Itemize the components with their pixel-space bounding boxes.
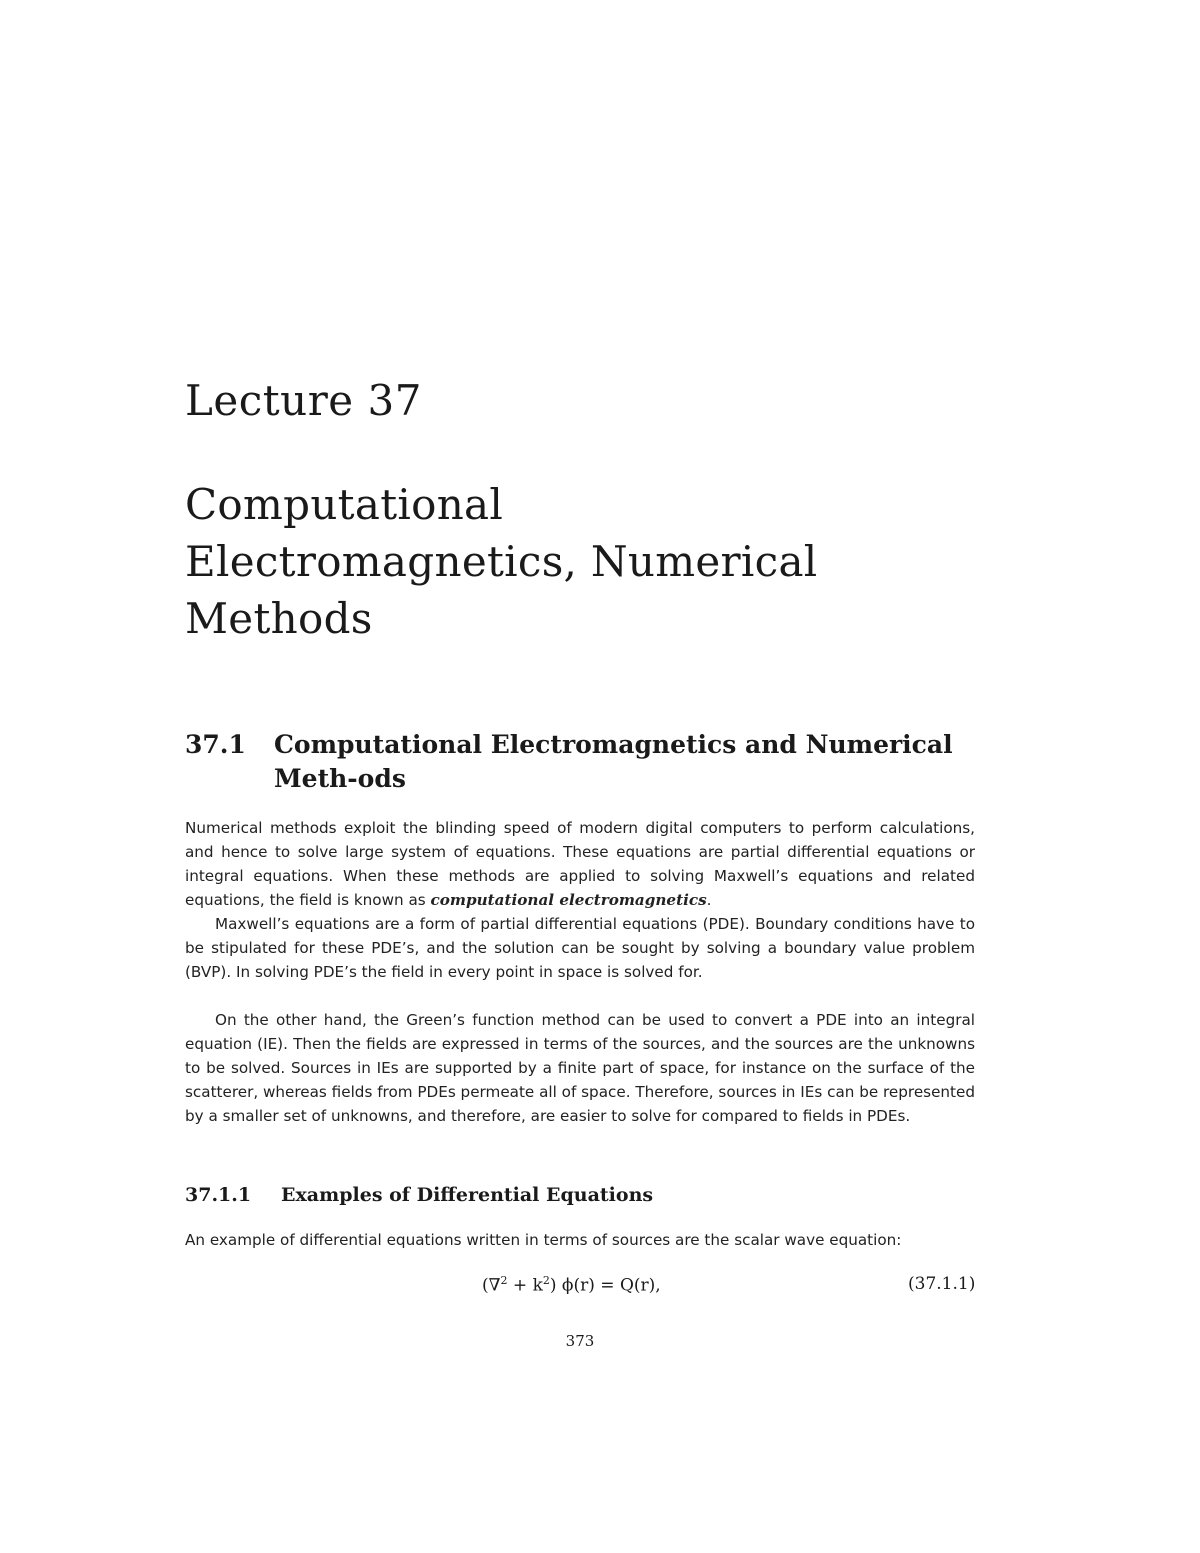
equation-part: + k: [507, 1275, 543, 1296]
chapter-title: [185, 476, 985, 647]
paragraph-intro: [185, 816, 975, 912]
lecture-label: Lecture 37: [185, 376, 422, 425]
equation: [482, 1274, 661, 1296]
paragraph-example: An example of differential equations written in terms of sources are the scalar wave equation:: [185, 1231, 902, 1249]
paragraph-text: Numerical methods exploit the blinding speed of modern digital computers to perform calculations, and hence to solve large system of equations. These equations are partial differential equations or integral equations. When these methods are applied to solving Maxwell’s equations and related equations, the field is known as: [185, 819, 975, 909]
chapter-title-line: Computational: [185, 480, 504, 529]
equation-number: (37.1.1): [908, 1274, 976, 1294]
equation-superscript: 2: [542, 1274, 550, 1287]
equation-superscript: 2: [500, 1274, 508, 1287]
section-title: Computational Electromagnetics and Numerical Meth-ods: [274, 730, 953, 793]
equation-part: (∇: [482, 1275, 501, 1296]
subsection-number: 37.1.1: [185, 1184, 252, 1206]
chapter-title-line: Electromagnetics, Numerical: [185, 537, 818, 586]
chapter-title-line: Methods: [185, 594, 373, 643]
page-number: 373: [565, 1332, 595, 1350]
paragraph-ie: On the other hand, the Green’s function method can be used to convert a PDE into an integral equation (IE). Then the fields are expressed in terms of the sources, and the sources are the unknowns to be solved. Sources in IEs are supported by a finite part of space, for instance on the surface of the scatterer, whereas fields from PDEs permeate all of space. Therefore, sources in IEs can be represented by a smaller set of unknowns, and therefore, are easier to solve for compared to fields in PDEs.: [185, 1011, 975, 1125]
paragraph-pde: Maxwell’s equations are a form of partial differential equations (PDE). Boundary conditions have to be stipulated for these PDE’s, and the solution can be sought by solving a boundary value problem (BVP). In solving PDE’s the field in every point in space is solved for.: [185, 915, 975, 981]
section-heading: [185, 728, 985, 796]
subsection-heading: [185, 1184, 653, 1206]
paragraph-text: .: [706, 891, 712, 909]
emphasized-term: computational electromagnetics: [430, 891, 707, 909]
subsection-title: Examples of Differential Equations: [281, 1184, 654, 1206]
equation-part: ) ϕ(r) = Q(r),: [549, 1275, 661, 1296]
section-number: 37.1: [185, 730, 246, 759]
